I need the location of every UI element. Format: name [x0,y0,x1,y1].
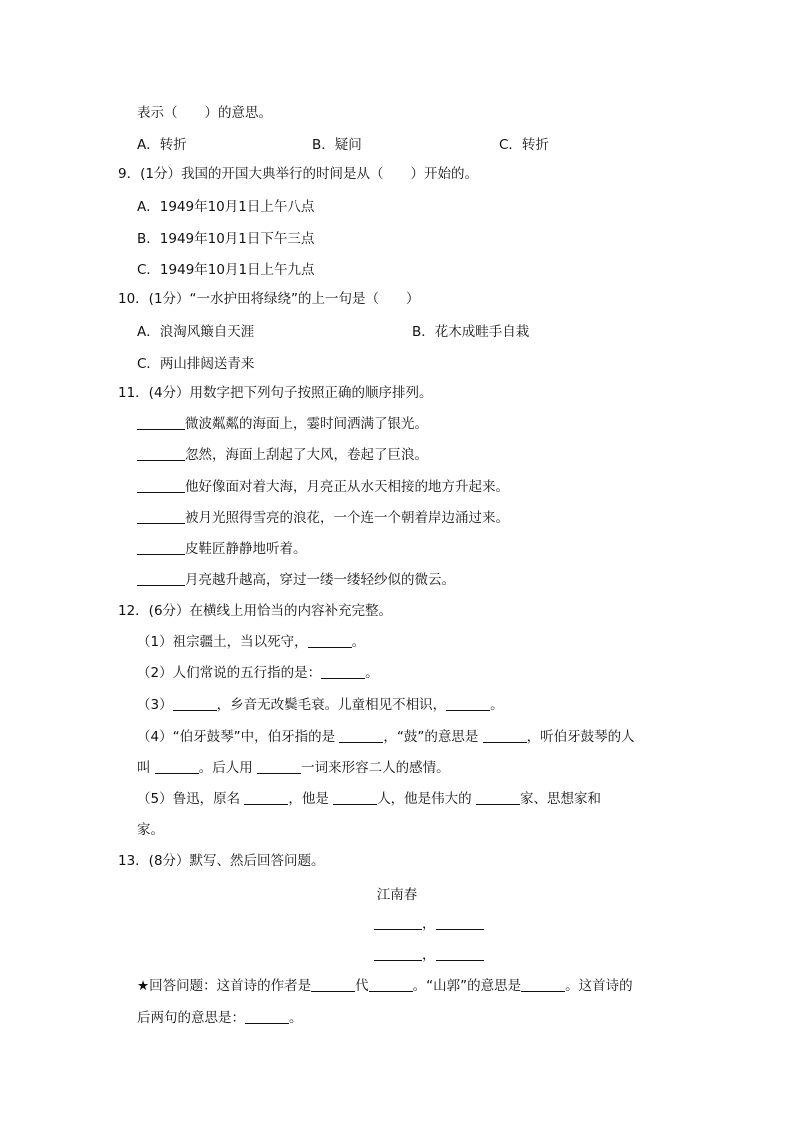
q12-sub-3 [137,695,504,715]
q8-option-a[interactable]: A．转折 [137,137,187,153]
q8-option-c[interactable]: C．转折 [499,137,549,153]
q12-sub-4-cont [137,758,450,778]
answer-blank[interactable] [436,928,484,930]
text: 。 [351,634,366,650]
q11-item-text: 月亮越升越高，穿过一缕一缕轻纱似的微云。 [185,572,455,588]
answer-blank[interactable] [311,990,355,992]
text: 一词来形容二人的感情。 [301,760,450,776]
q11-stem: 11．(4分）用数字把下列句子按照正确的顺序排列。 [118,385,433,401]
text: 家。 [137,822,164,838]
poem-line-1 [374,914,484,934]
text: ，他是 [288,791,334,807]
answer-blank[interactable] [483,741,527,743]
answer-blank[interactable] [333,803,377,805]
answer-blank[interactable] [137,553,185,555]
text: 后两句的意思是： [137,1010,245,1026]
text: 。 [289,1010,303,1026]
answer-blank[interactable] [369,990,413,992]
text: （1）祖宗疆土，当以死守， [137,634,308,650]
text: ★回答问题：这首诗的作者是 [137,978,312,994]
q9-stem: 9．(1分）我国的开国大典举行的时间是从（ ）开始的。 [118,166,478,182]
answer-blank[interactable] [137,428,185,430]
text: （3） [137,697,173,713]
q10-option-a[interactable]: A．浪淘风簸自天涯 [137,324,255,340]
q9-option-a[interactable]: A．1949年10月1日上午八点 [137,199,315,215]
q12-sub-1 [137,632,365,652]
text: 。“山郭”的意思是 [412,978,522,994]
text: 代 [355,978,369,994]
answer-blank[interactable] [245,1022,289,1024]
text: 家、思想家和 [519,791,601,807]
answer-blank[interactable] [244,803,288,805]
comma: ， [422,947,436,963]
text: 人，他是伟大的 [377,791,476,807]
answer-blank[interactable] [446,709,490,711]
text: 。这首诗的 [565,978,633,994]
q11-item [137,570,455,590]
answer-blank[interactable] [339,741,383,743]
q10-stem: 10．(1分）“一水护田将绿绕”的上一句是（ ） [118,291,420,307]
answer-blank[interactable] [173,709,217,711]
answer-blank[interactable] [476,803,520,805]
q12-sub-2 [137,663,379,683]
answer-blank[interactable] [137,522,185,524]
text: 。 [365,665,379,681]
comma: ， [422,916,436,932]
q12-sub-4 [137,727,635,747]
q8-stem-tail: 表示（ ）的意思。 [137,105,272,121]
q11-item [137,539,307,559]
q10-option-b[interactable]: B．花木成畦手自栽 [412,324,530,340]
q12-sub-5 [137,789,601,809]
answer-blank[interactable] [308,646,352,648]
answer-blank[interactable] [436,959,484,961]
text: （2）人们常说的五行指的是： [137,665,322,681]
q12-stem: 12．(6分）在横线上用恰当的内容补充完整。 [118,603,393,619]
q11-item-text: 忽然，海面上刮起了大风，卷起了巨浪。 [185,447,428,463]
text: 。 [490,697,504,713]
answer-blank[interactable] [137,459,185,461]
q13-ask-cont [137,1008,303,1028]
answer-blank[interactable] [137,491,185,493]
answer-blank[interactable] [137,584,185,586]
text: （4）“伯牙鼓琴”中，伯牙指的是 [137,729,340,745]
q11-item-text: 他好像面对着大海，月亮正从水天相接的地方升起来。 [185,479,509,495]
answer-blank[interactable] [155,772,199,774]
answer-blank[interactable] [374,959,422,961]
text: ，听伯牙鼓琴的人 [526,729,635,745]
poem-line-2 [374,945,484,965]
answer-blank[interactable] [374,928,422,930]
text: （5）鲁迅，原名 [137,791,245,807]
text: ，乡音无改鬓毛衰。儿童相见不相识， [216,697,447,713]
answer-blank[interactable] [321,677,365,679]
q11-item [137,414,428,434]
q8-option-b[interactable]: B．疑问 [312,137,362,153]
q11-item-text: 皮鞋匠静静地听着。 [185,541,307,557]
q11-item [137,477,509,497]
q11-item [137,445,428,465]
q13-stem: 13．(8分）默写、然后回答问题。 [118,853,325,869]
q12-sub-5-cont [137,820,164,840]
text: ，“鼓”的意思是 [383,729,483,745]
q10-option-c[interactable]: C．两山排闼送青来 [137,356,255,372]
poem-title: 江南春 [376,887,418,903]
text: 。后人用 [198,760,258,776]
answer-blank[interactable] [521,990,565,992]
q9-option-c[interactable]: C．1949年10月1日上午九点 [137,262,315,278]
answer-blank[interactable] [257,772,301,774]
q11-item [137,508,509,528]
q9-option-b[interactable]: B．1949年10月1日下午三点 [137,231,315,247]
q11-item-text: 微波粼粼的海面上，霎时间洒满了银光。 [185,416,428,432]
text: 叫 [137,760,155,776]
q11-item-text: 被月光照得雪亮的浪花，一个连一个朝着岸边涌过来。 [185,510,509,526]
q13-ask [137,976,633,996]
